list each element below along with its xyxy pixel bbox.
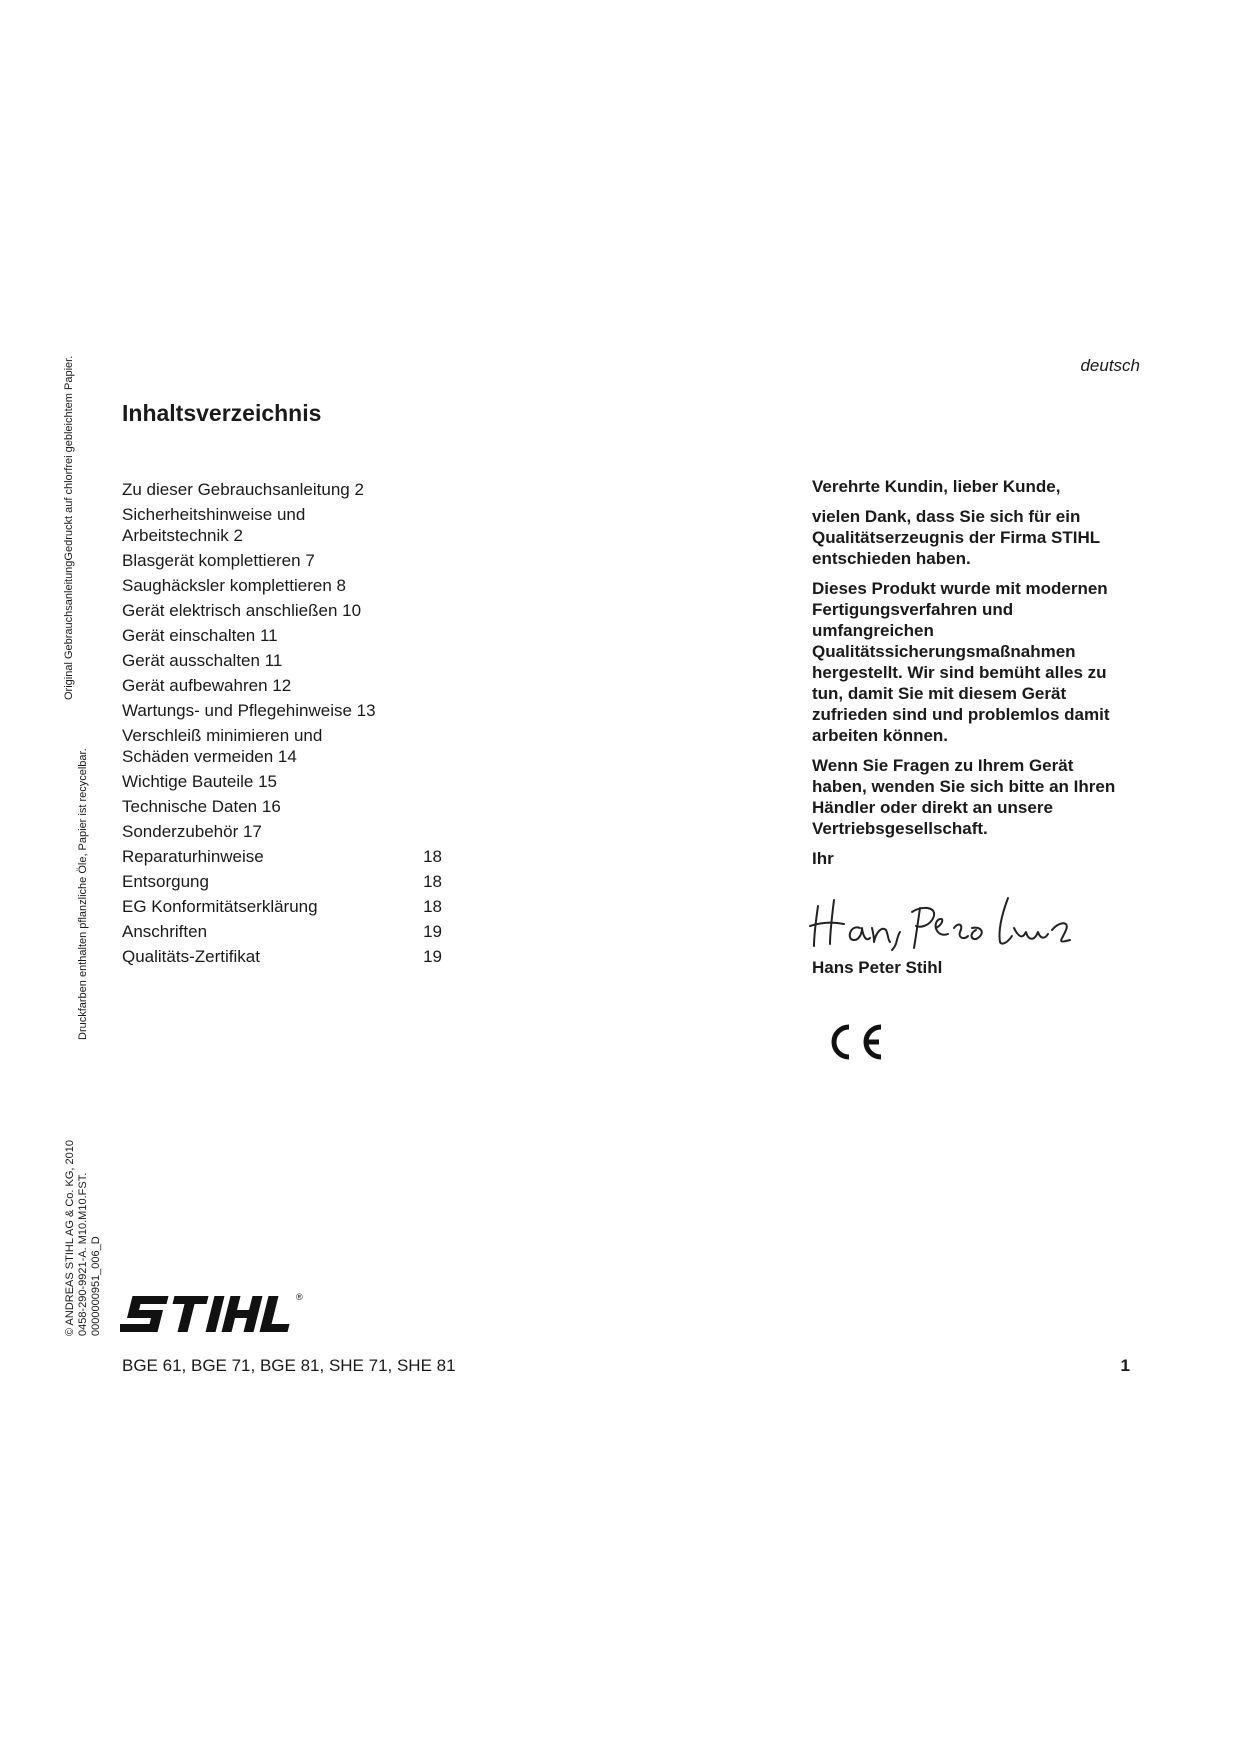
toc-entry xyxy=(122,479,442,500)
toc-entry xyxy=(122,504,442,546)
toc-entry xyxy=(122,796,442,817)
letter-paragraph: Dieses Produkt wurde mit modernen Fertigungsverfahren und umfangreichen Qualitätssicherungsmaßnahmen hergestellt. Wir sind bemüht alles zu tun, damit Sie mit diesem Gerät zufrieden sind und problemlos damit arbeiten können. xyxy=(812,579,1110,745)
svg-text:®: ® xyxy=(296,1292,303,1302)
toc-entry xyxy=(122,725,442,767)
toc-entry xyxy=(122,896,442,917)
toc-entry-page: 18 xyxy=(423,847,442,866)
toc-entry xyxy=(122,675,442,696)
toc-entry-title: Zu dieser Gebrauchsanleitung 2 xyxy=(122,480,364,499)
toc-entry xyxy=(122,921,442,942)
letter-paragraph: vielen Dank, dass Sie sich für ein Qualitätserzeugnis der Firma STIHL entschieden haben. xyxy=(812,507,1100,568)
toc-entry-title: Sonderzubehör 17 xyxy=(122,822,262,841)
toc-entry-title: Technische Daten 16 xyxy=(122,797,281,816)
signer-name: Hans Peter Stihl xyxy=(812,958,943,977)
toc-entry-title: Gerät ausschalten 11 xyxy=(122,651,283,670)
toc-entry-page: 19 xyxy=(423,922,442,941)
toc-entry xyxy=(122,600,442,621)
sidebar-copyright xyxy=(64,1140,103,1336)
toc-entry xyxy=(122,650,442,671)
toc-entry xyxy=(122,771,442,792)
toc-entry-page: 18 xyxy=(423,897,442,916)
ce-mark-icon xyxy=(822,1020,886,1064)
toc-entry-page xyxy=(416,504,442,546)
letter-paragraph: Wenn Sie Fragen zu Ihrem Gerät haben, wenden Sie sich bitte an Ihren Händler oder direkt an unsere Vertriebsgesellschaft. xyxy=(812,756,1116,838)
toc-entry-page xyxy=(416,575,442,596)
document-code: 0000000951_006_D xyxy=(90,1236,102,1336)
document-number: 0458-290-9921-A. M10.M10.FST. xyxy=(77,1172,89,1336)
table-of-contents xyxy=(122,479,442,971)
toc-entry xyxy=(122,871,442,892)
toc-entry-title: Entsorgung xyxy=(122,872,209,891)
toc-entry-page xyxy=(416,625,442,646)
toc-entry-title: Anschriften xyxy=(122,922,208,941)
stihl-logo xyxy=(120,1290,310,1342)
signature-image xyxy=(808,888,1088,954)
toc-entry xyxy=(122,846,442,867)
sidebar-print-note: Original GebrauchsanleitungGedruckt auf chlorfrei gebleichtem Papier. xyxy=(63,355,75,700)
toc-entry-title: Gerät elektrisch anschließen 10 xyxy=(122,601,362,620)
toc-entry xyxy=(122,821,442,842)
toc-entry xyxy=(122,625,442,646)
toc-entry-page xyxy=(416,650,442,671)
toc-entry-page xyxy=(416,675,442,696)
toc-entry-page xyxy=(416,550,442,571)
toc-title: Inhaltsverzeichnis xyxy=(122,400,322,426)
letter-greeting: Verehrte Kundin, lieber Kunde, xyxy=(812,477,1061,496)
toc-entry-title: Qualitäts-Zertifikat xyxy=(122,947,260,966)
toc-entry-page: 19 xyxy=(423,947,442,966)
toc-entry-page xyxy=(416,796,442,817)
page-number: 1 xyxy=(1120,1356,1130,1375)
toc-entry xyxy=(122,700,442,721)
toc-entry-title: Gerät aufbewahren 12 xyxy=(122,676,292,695)
toc-entry-page xyxy=(416,600,442,621)
language-label: deutsch xyxy=(1080,356,1140,375)
toc-entry-title: Saughäcksler komplettieren 8 xyxy=(122,576,346,595)
copyright-line: © ANDREAS STIHL AG & Co. KG, 2010 xyxy=(64,1140,76,1336)
toc-entry-title: Sicherheitshinweise und Arbeitstechnik 2 xyxy=(122,505,306,545)
letter-closing: Ihr xyxy=(812,849,834,868)
toc-entry-page xyxy=(416,700,442,721)
toc-entry-page xyxy=(416,771,442,792)
toc-entry-title: Wichtige Bauteile 15 xyxy=(122,772,277,791)
toc-entry-title: Verschleiß minimieren und Schäden vermeiden 14 xyxy=(122,726,323,766)
toc-entry-page: 18 xyxy=(423,872,442,891)
toc-entry xyxy=(122,946,442,967)
toc-entry-title: Blasgerät komplettieren 7 xyxy=(122,551,315,570)
toc-entry-title: Reparaturhinweise xyxy=(122,847,264,866)
toc-entry-title: EG Konformitätserklärung xyxy=(122,897,318,916)
toc-entry-title: Gerät einschalten 11 xyxy=(122,626,278,645)
toc-entry xyxy=(122,575,442,596)
toc-entry-title: Wartungs- und Pflegehinweise 13 xyxy=(122,701,376,720)
toc-entry-page xyxy=(416,479,442,500)
toc-entry-page xyxy=(416,821,442,842)
welcome-letter xyxy=(812,476,1132,878)
toc-entry xyxy=(122,550,442,571)
model-list: BGE 61, BGE 71, BGE 81, SHE 71, SHE 81 xyxy=(122,1356,456,1375)
sidebar-ink-note: Druckfarben enthalten pflanzliche Öle, Papier ist recycelbar. xyxy=(77,748,89,1040)
toc-entry-page xyxy=(416,725,442,767)
